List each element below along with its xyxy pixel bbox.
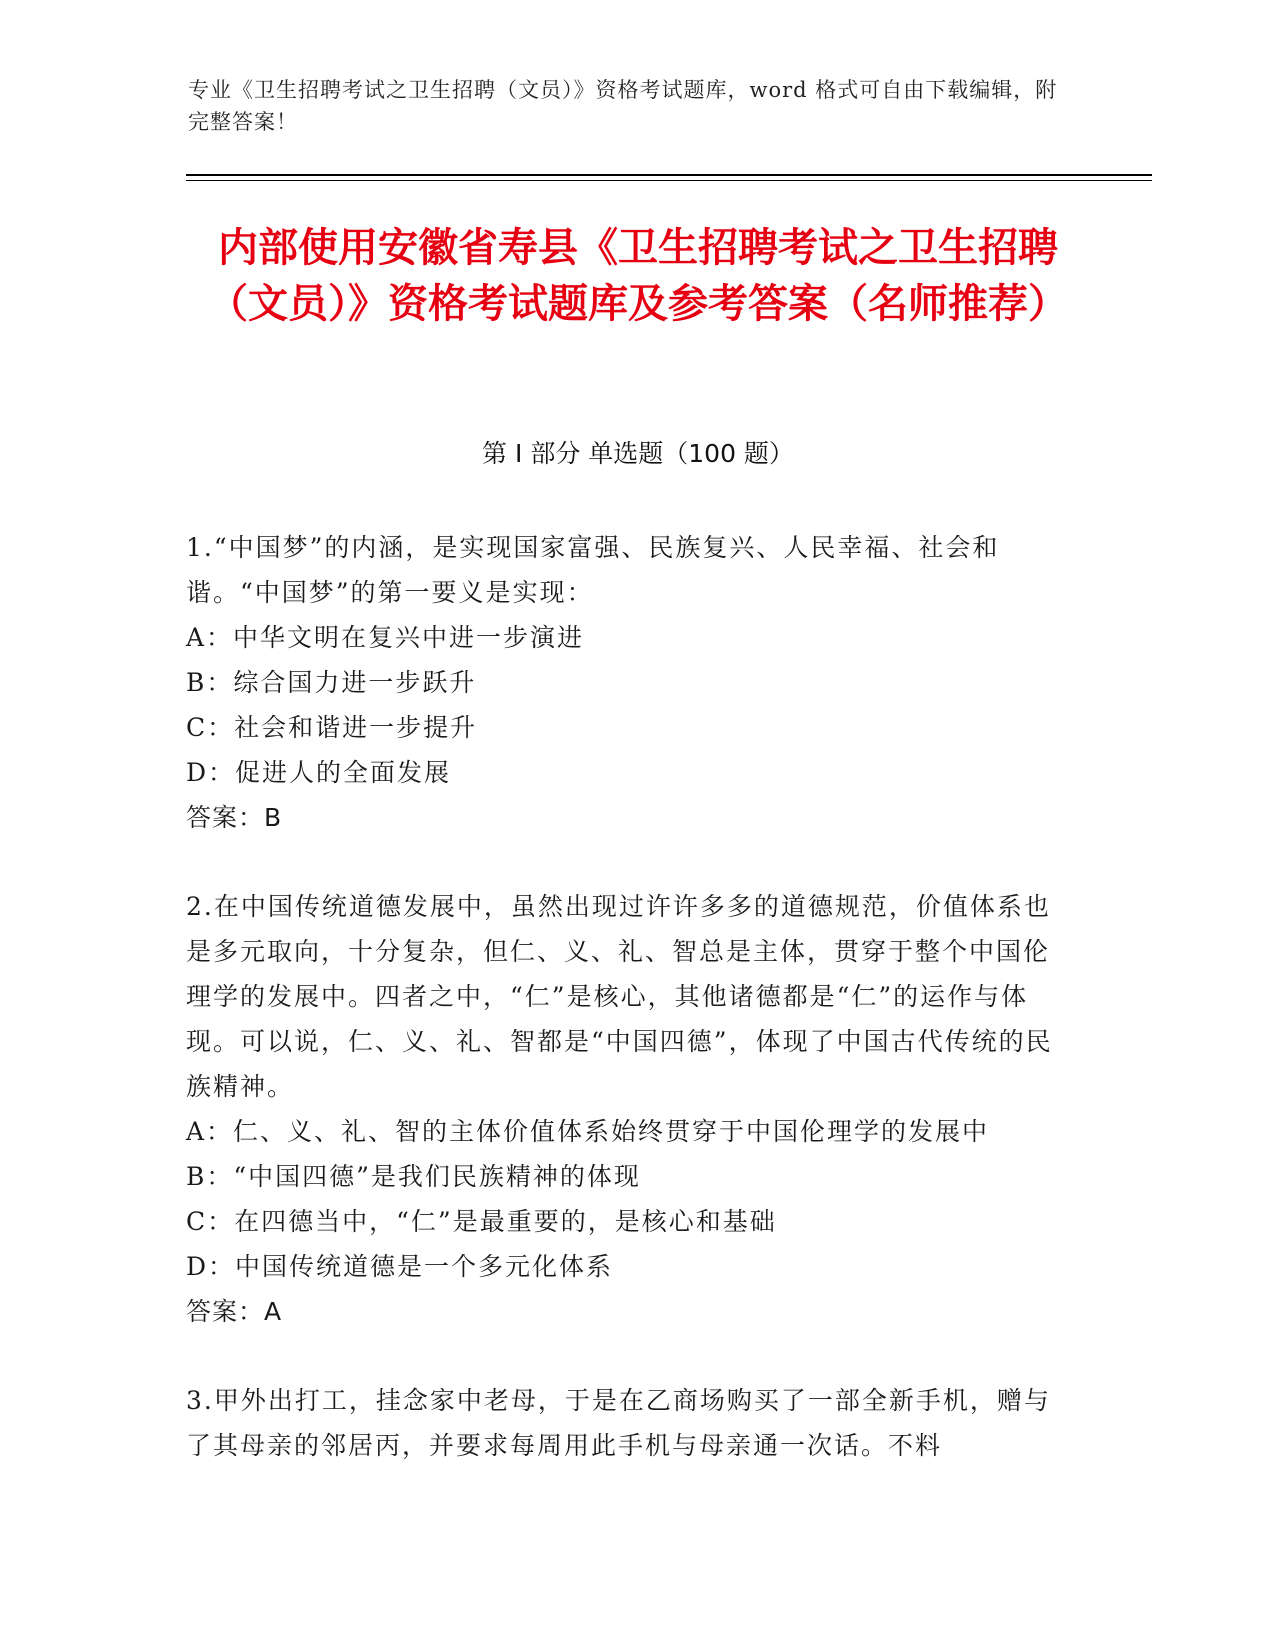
question-3 bbox=[186, 1378, 1056, 1468]
question-list bbox=[186, 525, 1056, 1512]
header-rule-thin bbox=[186, 180, 1152, 181]
option-b: B：综合国力进一步跃升 bbox=[186, 668, 477, 697]
question-1 bbox=[186, 525, 1056, 840]
question-2 bbox=[186, 884, 1056, 1334]
option-b: B：“中国四德”是我们民族精神的体现 bbox=[186, 1162, 641, 1191]
document-title: 内部使用安徽省寿县《卫生招聘考试之卫生招聘（文员）》资格考试题库及参考答案（名师推荐） bbox=[208, 225, 1068, 327]
header-note: 专业《卫生招聘考试之卫生招聘（文员）》资格考试题库，word 格式可自由下载编辑，附完整答案！ bbox=[188, 78, 1058, 134]
option-a: A：中华文明在复兴中进一步演进 bbox=[186, 623, 585, 652]
header-rule-thick bbox=[186, 174, 1152, 176]
option-d: D：促进人的全面发展 bbox=[186, 758, 452, 787]
option-d: D：中国传统道德是一个多元化体系 bbox=[186, 1252, 614, 1281]
question-stem: 2.在中国传统道德发展中，虽然出现过许许多多的道德规范，价值体系也是多元取向，十分复杂，但仁、义、礼、智总是主体，贯穿于整个中国伦理学的发展中。四者之中，“仁”是核心，其他诸德都是“仁”的运作与体现。可以说，仁、义、礼、智都是“中国四德”，体现了中国古代传统的民族精神。 bbox=[186, 892, 1053, 1101]
question-stem: 1.“中国梦”的内涵，是实现国家富强、民族复兴、人民幸福、社会和谐。“中国梦”的第一要义是实现： bbox=[186, 533, 1000, 607]
answer: 答案：B bbox=[186, 803, 283, 832]
answer: 答案：A bbox=[186, 1297, 283, 1326]
option-c: C：在四德当中，“仁”是最重要的，是核心和基础 bbox=[186, 1207, 777, 1236]
section-title: 第 I 部分 单选题（100 题） bbox=[482, 439, 794, 468]
question-stem: 3.甲外出打工，挂念家中老母，于是在乙商场购买了一部全新手机，赠与了其母亲的邻居丙，并要求每周用此手机与母亲通一次话。不料 bbox=[186, 1386, 1051, 1460]
option-c: C：社会和谐进一步提升 bbox=[186, 713, 478, 742]
option-a: A：仁、义、礼、智的主体价值体系始终贯穿于中国伦理学的发展中 bbox=[186, 1117, 990, 1146]
